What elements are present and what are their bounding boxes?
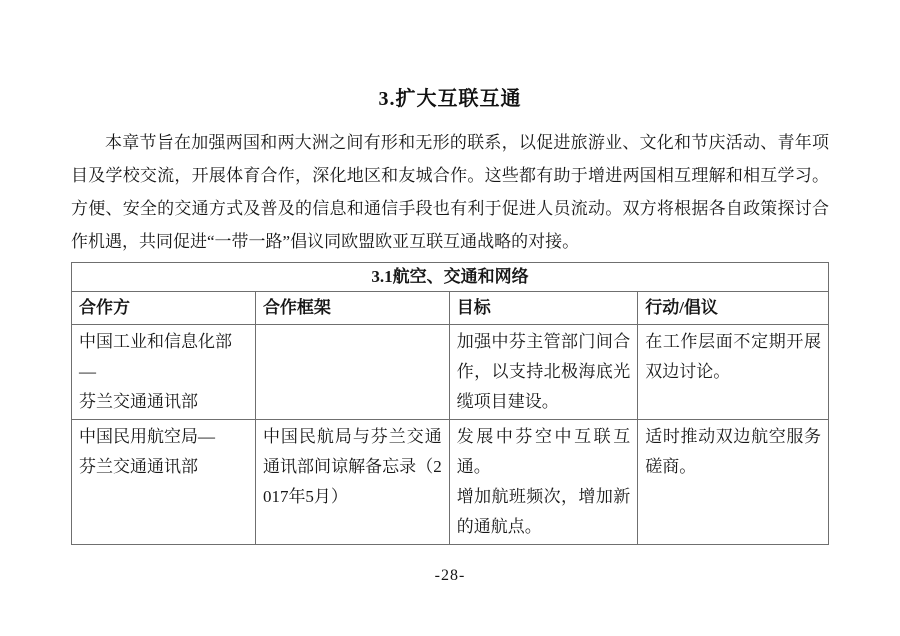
cell-actions [638, 420, 829, 545]
goal-paragraph: 加强中芬主管部门间合作，以支持北极海底光缆项目建设。 [456, 332, 631, 411]
column-header-goals: 目标 [449, 292, 637, 325]
cell-framework [255, 420, 449, 545]
cell-party [72, 325, 256, 420]
section-title: 3.扩大互联互通 [378, 88, 522, 110]
cell-framework [255, 325, 449, 420]
party-line: 芬兰交通通讯部 [79, 457, 198, 476]
party-line: 中国民用航空局— [79, 427, 215, 446]
cell-goals [449, 325, 637, 420]
table-header-row [72, 292, 829, 325]
party-line: 芬兰交通通讯部 [79, 392, 198, 411]
goal-paragraph: 发展中芬空中互联互通。 [456, 427, 631, 476]
column-header-framework: 合作框架 [255, 292, 449, 325]
cell-goals [449, 420, 637, 545]
intro-paragraph: 本章节旨在加强两国和两大洲之间有形和无形的联系，以促进旅游业、文化和节庆活动、青年项目及学校交流，开展体育合作，深化地区和友城合作。这些都有助于增进两国相互理解和相互学习。方便、安全的交通方式及普及的信息和通信手段也有利于促进人员流动。双方将根据各自政策探讨合作机遇，共同促进“一带一路”倡议同欧盟欧亚互联互通战略的对接。 [71, 133, 829, 251]
table-title-row [72, 263, 829, 292]
framework-paragraph: 中国民航局与芬兰交通通讯部间谅解备忘录（2017年5月） [262, 427, 442, 506]
table-title: 3.1航空、交通和网络 [72, 263, 829, 292]
cell-party [72, 420, 256, 545]
table-row [72, 325, 829, 420]
page-number: -28- [434, 567, 466, 584]
action-paragraph: 在工作层面不定期开展双边讨论。 [645, 332, 821, 381]
column-header-actions: 行动/倡议 [638, 292, 829, 325]
cooperation-table [71, 262, 829, 545]
party-line: 中国工业和信息化部— [79, 332, 232, 381]
goal-paragraph: 增加航班频次，增加新的通航点。 [456, 487, 631, 536]
action-paragraph: 适时推动双边航空服务磋商。 [645, 427, 821, 476]
table-row [72, 420, 829, 545]
column-header-party: 合作方 [72, 292, 256, 325]
cell-actions [638, 325, 829, 420]
